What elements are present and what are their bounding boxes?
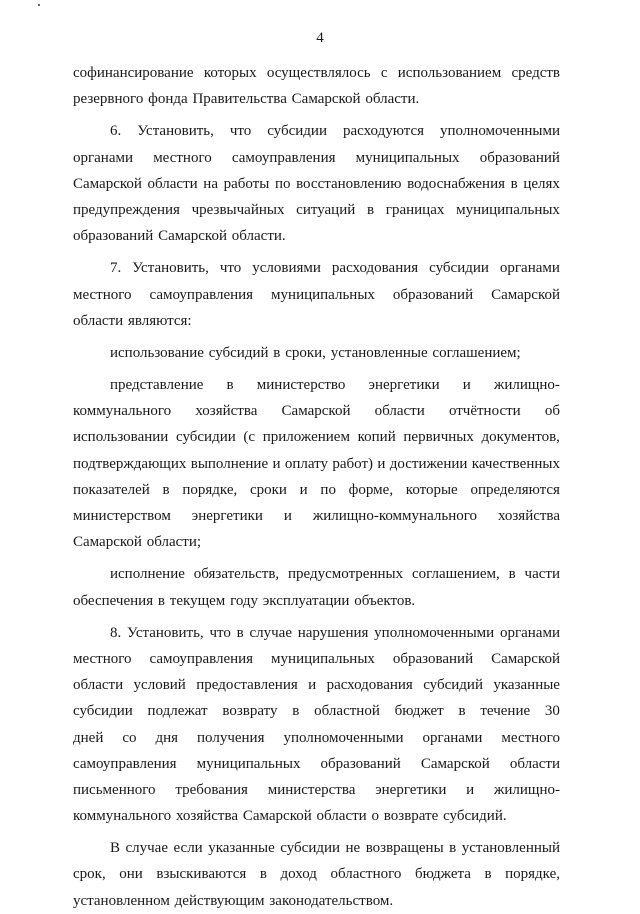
word: Установить, [127,624,204,641]
paragraph [73,118,560,249]
word: самоуправления [149,286,254,303]
word: в [236,624,244,641]
document-body [73,60,560,914]
word: коммунального [73,403,172,420]
word: возврате [383,808,439,825]
word: области [316,808,367,825]
word: хозяйства [195,403,258,420]
paragraph [73,561,560,613]
word: муниципальных [271,650,375,667]
word: о [371,808,379,825]
word: 7. [110,260,122,277]
word: органами [499,624,560,641]
word: области. [365,91,420,108]
word: муниципальных [271,286,375,303]
text-line [73,698,560,724]
word: резервного [73,91,144,108]
word: в [508,566,516,583]
paragraph [73,835,560,914]
text-line [73,835,560,861]
word: расходуются [342,123,425,140]
word: Самарской [420,755,490,772]
word: определяются [470,481,560,498]
word: области [73,677,124,694]
word: сроки [249,481,287,498]
word: установленный [461,840,560,857]
word: области [509,755,560,772]
paragraph [73,340,560,366]
paragraph [73,255,560,334]
word: дня [155,729,179,746]
word: и [308,677,317,694]
text-line [73,529,560,555]
word: в [366,201,375,218]
scan-artifact-mark [38,4,40,6]
word: и [466,781,475,798]
word: исполнение [110,566,185,583]
word: области; [146,534,202,551]
text-line [73,620,560,646]
word: предоставления [196,677,298,694]
word: Самарской [491,650,560,667]
word: случае [249,624,292,641]
word: условиями [252,260,321,277]
word: отчётности [448,403,521,420]
word: достижении [389,455,468,472]
word: Самарской [73,175,142,192]
word: со [122,729,137,746]
word: порядке, [505,866,560,883]
word: жилищно- [493,377,560,394]
paragraph [73,620,560,830]
word: и [462,377,471,394]
word: взыскиваются [156,866,247,883]
word: срок, [73,866,106,883]
text-line [73,672,560,698]
text-line [73,118,560,144]
word: оплату [284,455,328,472]
word: предупреждения [73,201,180,218]
word: соглашением; [432,344,521,361]
word: самоуправления [231,149,336,166]
word: порядке, [182,481,238,498]
word: местного [73,650,132,667]
word: на [203,175,218,192]
word: возвращены [365,840,444,857]
word: муниципальных [196,755,301,772]
word: соглашением, [411,566,500,583]
word: местного [153,149,212,166]
word: в [449,840,457,857]
word: 8. [110,624,122,641]
word: Самарской [158,228,227,245]
word: указанные [208,840,275,857]
word: и [283,508,292,524]
word: требования [175,781,248,798]
word: подлежат [147,703,208,720]
word: фонда [148,91,188,108]
page-number: 4 [316,30,324,46]
word: средств [511,65,560,81]
word: использование [110,344,204,361]
word: чрезвычайных [191,201,285,218]
word: хозяйства [497,508,560,524]
word: документов, [481,429,560,446]
word: копий [357,429,396,446]
word: области. [231,228,286,245]
word: энергетики [191,508,263,524]
word: осуществлялось [266,65,371,81]
word: 30 [544,703,560,720]
word: софинансирование [73,65,194,81]
word: установленном [73,892,170,909]
word: Самарской [281,403,351,420]
text-line [73,86,560,112]
word: субсидий. [443,808,507,825]
text-line [73,503,560,529]
word: муниципальных [456,201,560,218]
text-line [73,340,560,366]
word: уполномоченными [283,729,404,746]
word: органами [499,260,560,277]
word: в [162,481,170,498]
word: органами [422,729,483,746]
word: образований [392,286,474,303]
word: местного [501,729,560,746]
word: Самарской [73,534,142,551]
word: бюджет [394,703,444,720]
text-line [73,308,560,334]
word: Самарской [491,286,560,303]
text-line [73,451,560,477]
word: что [229,123,252,140]
text-line [73,145,560,171]
word: образований [392,650,474,667]
word: коммунального [73,808,172,825]
text-line [73,861,560,887]
word: показателей [73,481,150,498]
word: области [73,312,124,329]
word: водоснабжения [407,175,506,192]
text-line [73,171,560,197]
word: приложением [262,429,350,446]
word: в [292,703,300,720]
word: Установить, [132,260,209,277]
word: если [173,840,203,857]
paragraph [73,372,560,555]
word: областной [314,703,380,720]
word: нарушения [297,624,369,641]
word: обеспечения [73,592,154,609]
word: в [484,866,492,883]
text-line [73,646,560,672]
word: субсидии [175,429,236,446]
word: восстановлению [296,175,402,192]
word: выполнение [190,455,269,472]
word: получения [197,729,265,746]
word: установленные [330,344,428,361]
word: Правительства [192,91,287,108]
word: образований [320,755,401,772]
text-line [73,255,560,281]
word: предусмотренных [288,566,404,583]
word: самоуправления [149,650,254,667]
text-line [73,282,560,308]
word: качественных [471,455,560,472]
word: и [377,455,386,472]
text-line [73,398,560,424]
word: условий [133,677,186,694]
word: подтверждающих [73,455,187,472]
word: работ) [332,455,374,472]
word: хозяйства [175,808,239,825]
word: энергетики [368,377,440,394]
word: границах [385,201,445,218]
word: и [272,455,281,472]
word: в [510,175,518,192]
word: Самарской [291,91,361,108]
word: уполномоченными [439,123,560,140]
word: обязательств, [193,566,280,583]
word: использованием [397,65,502,81]
word: что [219,260,242,277]
word: которые [405,481,458,498]
word: областного [330,866,402,883]
word: целях [523,175,560,192]
word: первичных [403,429,474,446]
word: В [110,840,121,857]
word: по [274,175,291,192]
word: расходования [326,677,413,694]
word: текущем [169,592,226,609]
paragraph [73,60,560,112]
text-line [73,888,560,914]
text-line [73,777,560,803]
text-line [73,725,560,751]
word: расходования [331,260,419,277]
text-line [73,424,560,450]
text-line [73,197,560,223]
word: использовании [73,429,169,446]
text-line [73,223,560,249]
word: сроки, [285,344,326,361]
word: действующим [174,892,265,909]
word: дней [73,729,104,746]
word: субсидий [423,677,483,694]
word: в [273,344,281,361]
word: энергетики [375,781,447,798]
word: законодательством. [269,892,394,909]
word: субсидии [73,703,133,720]
word: письменного [73,781,156,798]
word: течение [480,703,531,720]
word: они [119,866,143,883]
word: году [230,592,259,609]
word: 6. [110,123,122,140]
word: Самарской [242,808,312,825]
word: форме, [348,481,394,498]
word: представление [110,377,204,394]
word: которых [203,65,257,81]
word: случае [125,840,169,857]
word: части [524,566,560,583]
word: области [374,403,425,420]
word: уполномоченными [374,624,495,641]
word: являются: [127,312,192,329]
word: министерство [256,377,346,394]
text-line [73,561,560,587]
word: (с [243,429,256,446]
word: местного [73,286,132,303]
text-line [73,477,560,503]
word: органами [73,149,134,166]
word: в [226,377,234,394]
word: муниципальных [355,149,460,166]
word: ситуаций [296,201,356,218]
word: возврату [222,703,278,720]
word: по [320,481,336,498]
word: эксплуатации [262,592,350,609]
word: и [299,481,308,498]
word: субсидии [267,123,327,140]
word: образований [73,228,154,245]
word: работы [223,175,270,192]
text-line [73,60,560,86]
word: объектов. [354,592,416,609]
word: доход [280,866,317,883]
word: жилищно- [494,781,560,798]
word: области [147,175,198,192]
word: бюджета [414,866,471,883]
word: субсидий [208,344,269,361]
word: что [209,624,231,641]
word: министерством [73,508,171,524]
word: не [345,840,361,857]
text-line [73,588,560,614]
word: жилищно-коммунального [312,508,477,524]
word: в [458,703,466,720]
word: министерства [267,781,356,798]
word: субсидии [280,840,341,857]
word: об [544,403,560,420]
text-line [73,751,560,777]
word: с [380,65,388,81]
word: субсидии [429,260,489,277]
text-line [73,803,560,829]
word: указанные [493,677,560,694]
word: в [157,592,165,609]
word: самоуправления [73,755,177,772]
text-line [73,372,560,398]
word: образований [479,149,560,166]
word: Установить, [137,123,214,140]
word: в [259,866,267,883]
